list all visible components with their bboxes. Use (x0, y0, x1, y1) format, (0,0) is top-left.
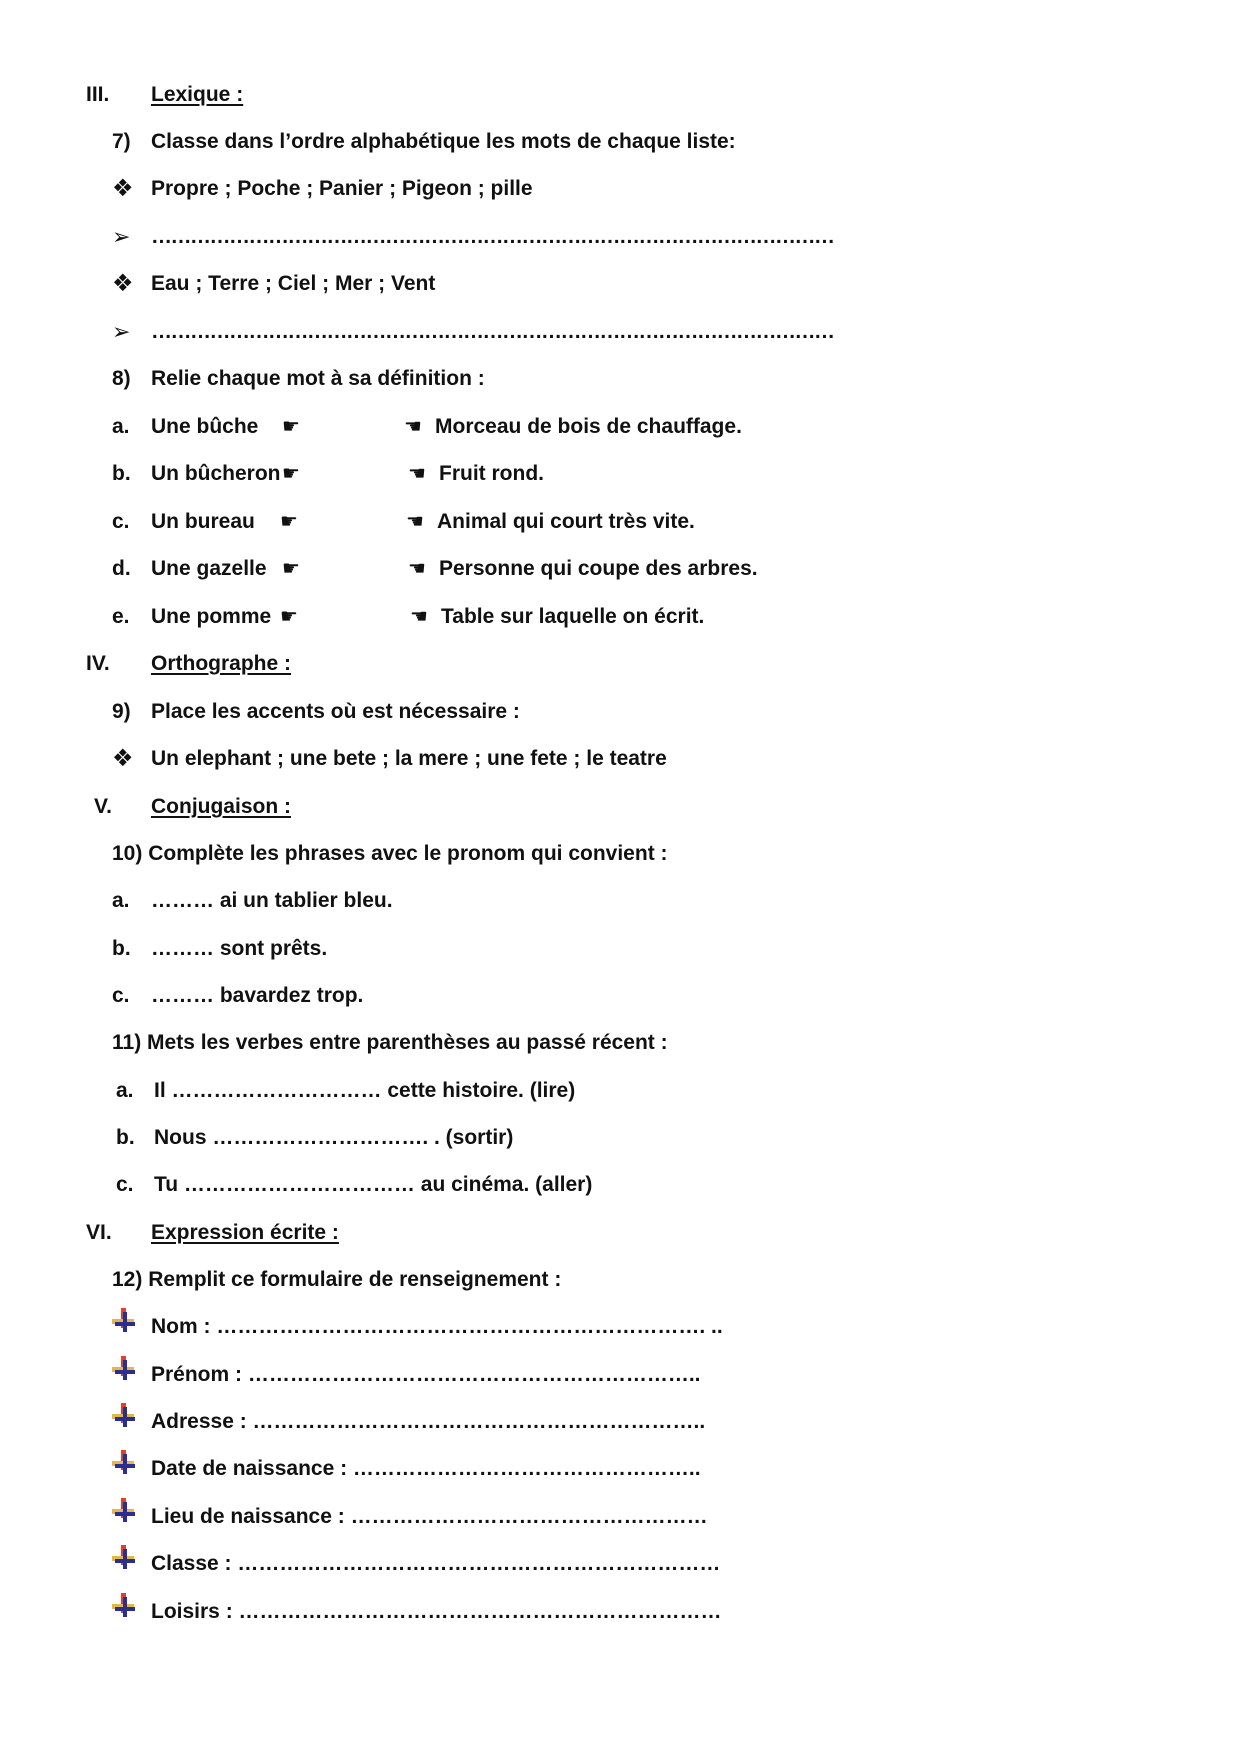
arrow-bullet-icon: ➢ (112, 319, 131, 344)
match-definition: Table sur laquelle on écrit. (441, 605, 705, 628)
item-letter: a. (116, 1079, 134, 1102)
arrow-bullet-icon: ➢ (112, 224, 131, 249)
question-text: Classe dans l’ordre alphabétique les mots de chaque liste: (151, 130, 736, 153)
item-letter: d. (112, 557, 131, 580)
sentence-text: Il ………………………… cette histoire. (lire) (154, 1079, 576, 1102)
form-field-label: Lieu de naissance : …………………………………………… (151, 1505, 708, 1528)
hand-left-icon: ☚ (408, 558, 426, 580)
question-text (112, 1265, 561, 1295)
cross-bullet-icon (112, 1597, 142, 1632)
section-number: III. (86, 83, 110, 106)
item-letter: a. (112, 415, 130, 438)
item-letter: c. (112, 984, 130, 1007)
question-text: Place les accents où est nécessaire : (151, 700, 520, 723)
section-number: V. (94, 795, 112, 818)
word-list-text: Un elephant ; une bete ; la mere ; une fete ; le teatre (151, 747, 667, 770)
match-definition: Morceau de bois de chauffage. (435, 415, 742, 438)
form-field-label: Classe : …………………………………………………………… (151, 1552, 721, 1575)
item-letter: c. (116, 1173, 134, 1196)
match-word: Une pomme (151, 605, 272, 628)
question-text: Relie chaque mot à sa définition : (151, 367, 485, 390)
hand-right-icon: ☛ (282, 558, 300, 580)
sentence-text: Tu …………………………… au cinéma. (aller) (154, 1173, 593, 1196)
item-letter: e. (112, 605, 130, 628)
form-field-label: Date de naissance : ………………………………………….. (151, 1457, 701, 1480)
item-letter: c. (112, 510, 130, 533)
word-list-text: Eau ; Terre ; Ciel ; Mer ; Vent (151, 272, 436, 295)
cross-bullet-icon (112, 1360, 142, 1395)
hand-left-icon: ☚ (404, 416, 422, 438)
sentence-text: ……… bavardez trop. (151, 984, 364, 1007)
match-word: Une bûche (151, 415, 259, 438)
form-field-label: Prénom : ……………………………………………………….. (151, 1363, 701, 1386)
question-number: 11) (112, 1031, 142, 1054)
diamond-bullet-icon: ❖ (112, 745, 134, 772)
section-number: VI. (86, 1221, 112, 1244)
hand-left-icon: ☚ (410, 606, 428, 628)
diamond-bullet-icon: ❖ (112, 175, 134, 202)
question-label: Complète les phrases avec le pronom qui convient : (148, 842, 668, 865)
diamond-bullet-icon: ❖ (112, 270, 134, 297)
cross-bullet-icon (112, 1502, 142, 1537)
match-word: Un bureau (151, 510, 255, 533)
question-number: 8) (112, 367, 131, 390)
item-letter: b. (112, 937, 131, 960)
sentence-text: ……… ai un tablier bleu. (151, 889, 393, 912)
item-letter: a. (112, 889, 130, 912)
section-title: Expression écrite : (151, 1221, 339, 1244)
question-label: Remplit ce formulaire de renseignement : (148, 1268, 562, 1291)
item-letter: b. (116, 1126, 135, 1149)
match-definition: Personne qui coupe des arbres. (439, 557, 758, 580)
word-list-text: Propre ; Poche ; Panier ; Pigeon ; pille (151, 177, 533, 200)
cross-bullet-icon (112, 1407, 142, 1442)
answer-dotted-line: …………………………………………………………………………………………… (151, 320, 834, 343)
cross-bullet-icon (112, 1312, 142, 1347)
match-word: Une gazelle (151, 557, 267, 580)
form-field-label: Adresse : ……………………………………………………….. (151, 1410, 706, 1433)
hand-left-icon: ☚ (406, 511, 424, 533)
answer-dotted-line: …………………………………………………………………………………………… (151, 225, 834, 248)
section-title: Lexique : (151, 83, 244, 106)
hand-right-icon: ☛ (282, 463, 300, 485)
cross-bullet-icon (112, 1454, 142, 1489)
sentence-text: ……… sont prêts. (151, 937, 328, 960)
question-number: 12) (112, 1268, 143, 1291)
hand-right-icon: ☛ (282, 416, 300, 438)
question-number: 7) (112, 130, 131, 153)
hand-right-icon: ☛ (280, 606, 298, 628)
section-number: IV. (86, 652, 110, 675)
question-text (112, 1028, 668, 1058)
match-word: Un bûcheron (151, 462, 281, 485)
section-title: Conjugaison : (151, 795, 291, 818)
question-number: 10) (112, 842, 143, 865)
match-definition: Animal qui court très vite. (437, 510, 695, 533)
hand-left-icon: ☚ (408, 463, 426, 485)
form-field-label: Nom : ……………………………………………………………. .. (151, 1315, 723, 1338)
sentence-text: Nous …………………………. . (sortir) (154, 1126, 514, 1149)
question-label: Mets les verbes entre parenthèses au passé récent : (147, 1031, 668, 1054)
section-title: Orthographe : (151, 652, 291, 675)
question-number: 9) (112, 700, 131, 723)
item-letter: b. (112, 462, 131, 485)
question-text (112, 839, 668, 869)
cross-bullet-icon (112, 1549, 142, 1584)
form-field-label: Loisirs : …………………………………………………………… (151, 1600, 722, 1623)
hand-right-icon: ☛ (280, 511, 298, 533)
match-definition: Fruit rond. (439, 462, 544, 485)
